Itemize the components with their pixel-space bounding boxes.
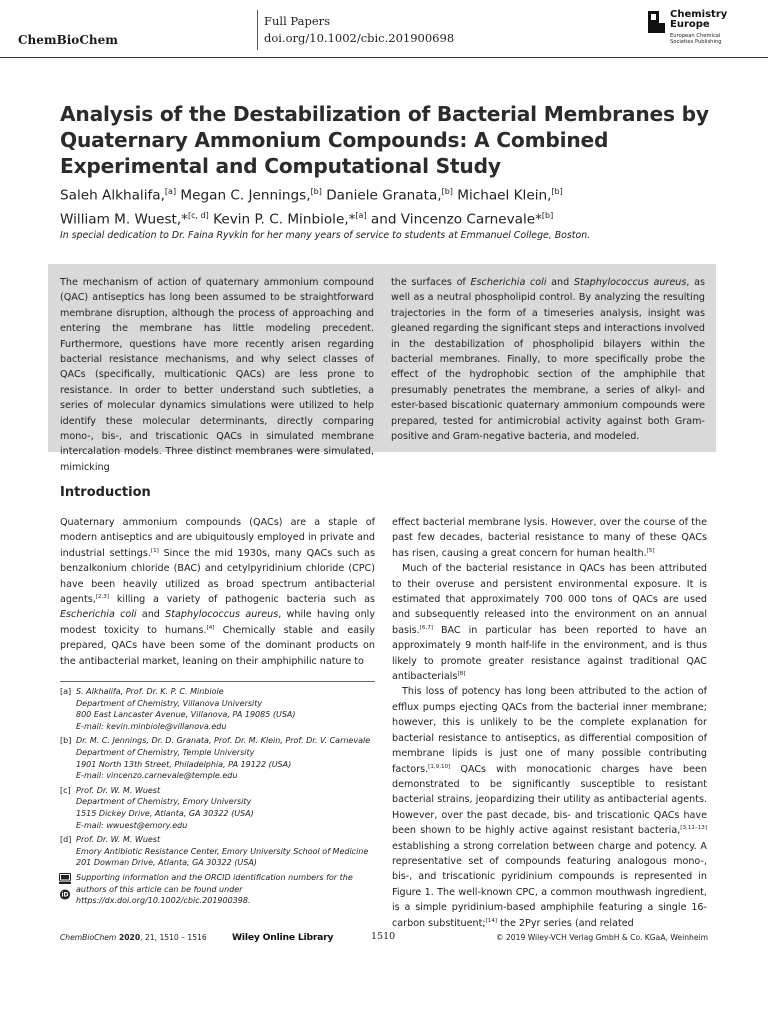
introduction-heading: Introduction xyxy=(60,485,151,500)
footnote-text: S. Alkhalifa, Prof. Dr. K. P. C. Minbiole Department of Chemistry, Villanova University 800 East Lancaster Avenue, Villanova, PA 19085 (USA) E-mail: kevin.minbiole@villanova.edu xyxy=(76,687,296,731)
abstract-box xyxy=(48,264,716,473)
logo-text-line1: Chemistry xyxy=(670,9,728,20)
citation-reference[interactable]: [4] xyxy=(206,624,215,631)
body-right-column xyxy=(392,515,707,931)
text-run: effect bacterial membrane lysis. However, over the course of the past few decades, bacterial resistance to many of these QACs has risen, causing a great concern for human health. xyxy=(392,517,707,559)
body-paragraph xyxy=(392,684,707,931)
citation-reference[interactable]: [5] xyxy=(646,547,655,554)
body-paragraph xyxy=(60,515,375,669)
logo-subtext-line1: European Chemical xyxy=(670,33,721,39)
footnote-item xyxy=(60,735,375,781)
chemistry-europe-logo-icon xyxy=(648,11,665,33)
citation-reference[interactable]: [8] xyxy=(457,670,466,677)
affiliation-marker[interactable]: [b] xyxy=(541,210,554,220)
footnote-text: Supporting information and the ORCID identification numbers for the authors of this article can be found under https://dx.doi.org/10.1002/cbic.201900398. xyxy=(76,872,353,906)
text-run: Since the mid 1930s, many QACs such as benzalkonium chloride (BAC) and cetylpyridinium chloride (CPC) have been heavily utilized as broad spectrum antibacterial agents, xyxy=(60,547,376,606)
affiliation-marker[interactable]: [b] xyxy=(441,187,453,196)
footnote-text: Prof. Dr. W. M. Wuest Department of Chemistry, Emory University 1515 Dickey Drive, Atlanta, GA 30322 (USA) E-mail: wwuest@emory.edu xyxy=(76,785,254,830)
affiliation-marker[interactable]: [b] xyxy=(310,187,322,196)
abstract-right-column xyxy=(391,275,705,444)
footnote-marker: [b] xyxy=(60,736,72,746)
body-left-column xyxy=(60,515,375,669)
text-run: BAC in particular has been reported to have an approximately 9 month half-life in the environment, and is thus likely to promote greater resistance against traditional QAC antibacterials xyxy=(392,624,707,683)
species-name: Staphylococcus aureus xyxy=(165,609,279,621)
affiliation-marker[interactable]: [a] xyxy=(164,187,177,196)
abstract-left-column: The mechanism of action of quaternary ammonium compound (QAC) antiseptics has long been assumed to be straightforward membrane disruption, although the process of approaching and entering the membrane has little modeling precedent. Furthermore, questions have more recently arisen regarding bacterial resistance mechanisms, and why select classes of QACs (specifically, multicationic QACs) are less prone to resistance. In order to better understand such subtleties, a series of molecular dynamics simulations were utilized to help identify these molecular determinants, directly comparing mono-, bis-, and triscationic QACs in simulated membrane intercalation models. Three distinct membranes were simulated, mimicking xyxy=(60,277,374,473)
footnote-item xyxy=(60,785,375,831)
body-paragraph xyxy=(392,515,707,561)
text-run: Much of the bacterial resistance in QACs has been attributed to their overuse and persistent environmental exposure. It is estimated that approximately 700 000 tons of QACs are used and subsequently released into the environment on an annual basis. xyxy=(392,563,707,636)
affiliation-marker[interactable]: [c, d] xyxy=(187,210,209,220)
article-section: Full Papers xyxy=(264,14,331,28)
citation-volume-pages: , 21, 1510 – 1516 xyxy=(140,933,207,942)
footnote-marker: [a] xyxy=(60,687,72,696)
author-name: Kevin P. C. Minbiole,* xyxy=(208,211,356,228)
body-paragraph xyxy=(392,561,707,684)
footnote-item xyxy=(60,834,375,869)
author-name: Saleh Alkhalifa, xyxy=(60,187,165,204)
text-run: Quaternary ammonium compounds (QACs) are a staple of modern antiseptics and are ubiquitously employed in private and industrial settings. xyxy=(60,517,375,559)
svg-text:iD: iD xyxy=(61,891,69,899)
footnote-icons xyxy=(59,873,71,904)
author-name: William M. Wuest,* xyxy=(60,211,188,228)
footnote-marker: [c] xyxy=(60,785,71,795)
orcid-icon[interactable] xyxy=(59,889,71,900)
footnote-item xyxy=(60,686,375,732)
text-run: killing a variety of pathogenic bacteria such as xyxy=(109,594,375,606)
text-run: the 2Pyr series (and related xyxy=(497,917,634,929)
citation-reference[interactable]: [1] xyxy=(150,547,159,554)
citation-reference[interactable]: [6,7] xyxy=(419,624,433,631)
citation-year: 2020 xyxy=(116,933,141,942)
author-name: Daniele Granata, xyxy=(321,187,442,204)
supporting-info-icon[interactable] xyxy=(59,873,71,884)
copyright-notice: © 2019 Wiley-VCH Verlag GmbH & Co. KGaA, Weinheim xyxy=(495,933,708,942)
citation-reference[interactable]: [1,9,10] xyxy=(428,763,451,770)
affiliation-marker[interactable]: [a] xyxy=(355,210,367,220)
footnote-item xyxy=(60,872,375,907)
affiliation-marker[interactable]: [b] xyxy=(551,187,563,196)
species-name: Escherichia coli xyxy=(470,277,547,288)
affiliation-footnotes xyxy=(60,686,375,910)
species-name: Staphylococcus aureus xyxy=(573,277,687,288)
species-name: Escherichia coli xyxy=(60,609,137,621)
text-run: the surfaces of xyxy=(391,277,471,288)
text-run: , as well as a neutral phospholipid control. By analyzing the resulting trajectories in the form of a timeseries analysis, insight was gleaned regarding the significant steps and interactions involved in the destabilization of phospholipid bilayers within the bacterial membranes. Finally, to more specifically probe the effect of the hydrophobic section of the amphiphile that presumably penetrates the membrane, a series of alkyl- and ester-based biscationic quaternary ammonium compounds were prepared, tested for antimicrobial activity against both Gram-positive and Gram-negative bacteria, and modeled. xyxy=(391,277,705,443)
text-run: and xyxy=(136,609,166,621)
author-name: Megan C. Jennings, xyxy=(176,187,311,204)
citation-footer xyxy=(60,933,207,942)
citation-reference[interactable]: [2,3] xyxy=(95,593,110,600)
journal-name: ChemBioChem xyxy=(18,33,118,47)
text-run: , while having only modest toxicity to humans. xyxy=(60,609,375,636)
article-title: Analysis of the Destabilization of Bacterial Membranes by Quaternary Ammonium Compounds: A Combined Experimental and Computational Study xyxy=(60,102,709,178)
header-rule xyxy=(0,57,768,58)
author-list xyxy=(60,182,720,229)
text-run: QACs with monocationic charges have been demonstrated to be significantly susceptible to resistant bacterial strains, jeopardizing their utility as antibacterial agents. However, over the past decade, bis- and triscationic QACs have been shown to be highly active against resistant bacteria, xyxy=(392,763,707,837)
text-run: and xyxy=(546,277,574,288)
text-run: This loss of potency has long been attributed to the action of efflux pumps ejecting QACs from the bacterial inner membrane; however, this is unlikely to be the complete explanation for bacterial resistance to antiseptics, as differential composition of membrane lipids is just one of many possible contributing factors. xyxy=(392,686,707,775)
footnote-text: Dr. M. C. Jennings, Dr. D. Granata, Prof. Dr. M. Klein, Prof. Dr. V. Carnevale Department of Chemistry, Temple University 1901 North 13th Street, Philadelphia, PA 19122 (USA) E-mail: vincenzo.carnevale@temple.edu xyxy=(76,736,371,781)
publisher-logo[interactable] xyxy=(648,9,760,53)
footnote-text: Prof. Dr. W. M. Wuest Emory Antibiotic Resistance Center, Emory University School of Medicine 201 Dowman Drive, Atlanta, GA 30322 (USA) xyxy=(76,835,369,868)
doi-link[interactable]: doi.org/10.1002/cbic.201900698 xyxy=(264,31,455,45)
logo-text-line2: Europe xyxy=(670,19,710,30)
logo-subtext-line2: Societies Publishing xyxy=(670,39,722,45)
wiley-online-library-link[interactable]: Wiley Online Library xyxy=(232,932,334,943)
page-number: 1510 xyxy=(371,931,396,942)
author-name: Michael Klein, xyxy=(452,187,552,204)
dedication: In special dedication to Dr. Faina Ryvkin for her many years of service to students at Emmanuel College, Boston. xyxy=(60,230,591,241)
citation-reference[interactable]: [14] xyxy=(485,917,498,924)
footnote-rule xyxy=(60,681,375,682)
citation-journal: ChemBioChem xyxy=(60,933,117,942)
text-run: establishing a strong correlation between charge and potency. A representative set of compounds featuring analogous mono-, bis-, and triscationic pyridinium compounds is represented in Figure 1. The well-known CPC, a common mouthwash ingredient, is a simple pyridinium-based amphiphile featuring a single 16-carbon substituent; xyxy=(392,840,707,929)
author-name: and Vincenzo Carnevale* xyxy=(366,211,542,228)
author-line-1 xyxy=(60,182,720,206)
author-line-2 xyxy=(60,206,720,230)
header-divider xyxy=(257,10,258,50)
text-run: Chemically stable and easily prepared, QACs have been some of the dominant products on the antibacterial market, leaning on their amphiphilic nature to xyxy=(60,624,375,667)
footnote-marker: [d] xyxy=(60,835,72,845)
citation-reference[interactable]: [3,11–13] xyxy=(680,824,707,831)
